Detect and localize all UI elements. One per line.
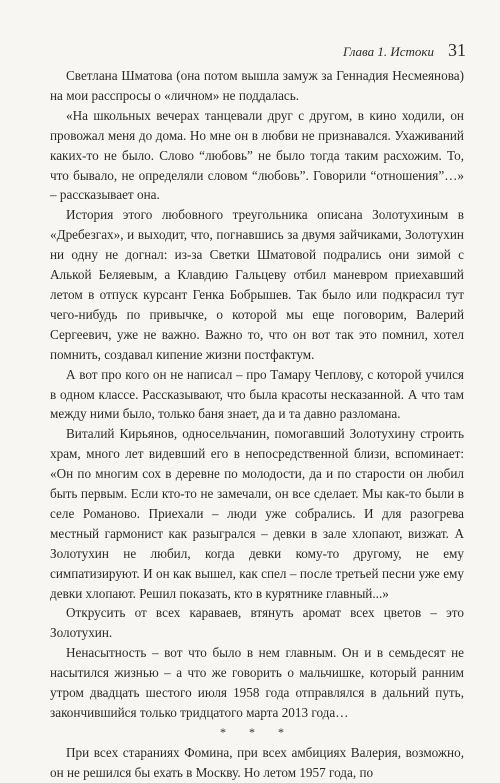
paragraph: При всех стараниях Фомина, при всех амбициях Валерия, возможно, он не решился бы ехать в Москву. Но летом 1957 года, по — [50, 744, 464, 780]
paragraph: Открусить от всех караваев, втянуть аромат всех цветов – это Золотухин. — [50, 605, 464, 641]
section-separator: * * * — [220, 724, 294, 739]
paragraph: Виталий Кирьянов, односельчанин, помогавший Золотухину строить храм, много лет видевший его в непосредственной близи, вспоминает: «Он по многим сох в деревне по молодости, да и по старости он любил быть первым. Если кто-то не замечали, он все сделает. Мы как-то были в селе Романово. Приехали – люди уже собрались. И для разогрева местный гармонист как разыгрался – девки в зале хлопают, визжат. А Золотухин не любил, когда девки кому-то другому, не ему симпатизируют. И он как вышел, как спел – после третьей песни уже ему девки хлопают. Решил показать, кто в курятнике главный...» — [50, 426, 464, 601]
chapter-title: Глава 1. Истоки — [343, 44, 434, 59]
page-number: 31 — [448, 40, 466, 60]
paragraph: «На школьных вечерах танцевали друг с другом, в кино ходили, он провожал меня до дома. Но мне он в любви не признавался. Ухаживаний каких-то не было. Слово “любовь” не было тогда таким расхожим. То, что бывало, не определяли словом “любовь”. Говорили “отношения”…» – рассказывает она. — [50, 107, 464, 203]
paragraph: А вот про кого он не написал – про Тамару Чеплову, с которой учился в одном классе. Рассказывают, что была красоты несказанной. А что там между ними было, только баня знает, да и та давно разломана. — [50, 366, 464, 422]
running-header — [343, 40, 466, 61]
paragraph: История этого любовного треугольника описана Золотухиным в «Дребезгах», и выходит, что, погнавшись за двумя зайчиками, Золотухин ни одну не догнал: из-за Светки Шматовой подрались они зимой с Алькой Беляевым, а Клавдию Гальцеву отбил маневром приехавший летом в отпуск курсант Генка Бобрышев. Так было или подкрасил тут чего-нибудь по привычке, о которой мы еще поговорим, Валерий Сергеевич, уже не важно. Важно то, что он вот так это помнил, хотел помнить, создавал кипение жизни постфактум. — [50, 207, 464, 362]
paragraph: Ненасытность – вот что было в нем главным. Он и в семьдесят не насытился жизнью – а что же говорить о мальчишке, который ранним утром двадцать шестого июля 1958 года отправлялся в дальний путь, закончившийся только тридцатого марта 2013 года… — [50, 645, 464, 720]
body-text — [50, 66, 464, 783]
paragraph: Светлана Шматова (она потом вышла замуж за Геннадия Несмеянова) на мои расспросы о «личном» не поддалась. — [50, 68, 464, 103]
